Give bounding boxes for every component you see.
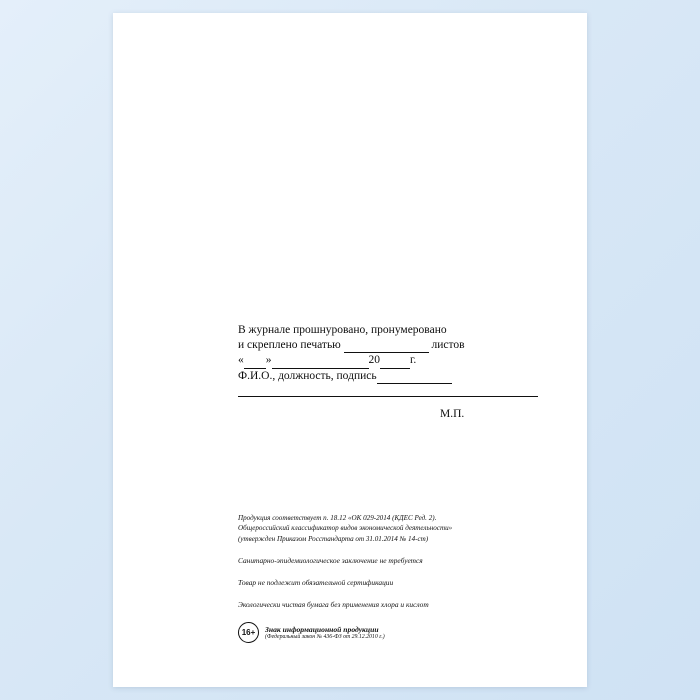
sanitary-note: Санитарно-эпидемиологическое заключение не требуется	[238, 556, 423, 566]
month-blank	[272, 357, 369, 369]
seal-line-2-text: и скреплено печатью	[238, 339, 341, 352]
seal-line-2-suffix: листов	[431, 339, 465, 352]
date-quote-close: »	[265, 354, 272, 367]
seal-line-3-date	[238, 353, 543, 368]
age-rating-row	[238, 622, 558, 643]
year-prefix: 20	[368, 354, 380, 367]
document-page	[113, 13, 587, 687]
conformity-note	[238, 513, 558, 544]
year-suffix: г.	[410, 354, 417, 367]
age-rating-text	[265, 625, 385, 642]
day-blank	[244, 357, 266, 369]
conformity-line-1: Продукция соответствует п. 18.12 «ОК 029-2014 (КДЕС Ред. 2).	[238, 514, 437, 522]
signature-blank	[377, 372, 452, 384]
seal-line-1	[238, 323, 543, 338]
age-rating-badge-icon: 16+	[238, 622, 259, 643]
signature-label: Ф.И.О., должность, подпись	[238, 369, 377, 382]
year-blank	[380, 357, 410, 369]
seal-line-1-text: В журнале прошнуровано, пронумеровано	[238, 324, 447, 336]
seal-line-2	[238, 338, 543, 353]
age-rating-title: Знак информационной продукции	[265, 624, 379, 634]
stamp-place-label: М.П.	[440, 408, 465, 420]
conformity-line-3: (утвержден Приказом Росстандарта от 31.01.2014 № 14-ст)	[238, 534, 429, 543]
date-quote-open: «	[238, 354, 244, 367]
age-rating-law: (Федеральный закон № 436-ФЗ от 29.12.2010 г.)	[265, 634, 385, 641]
certification-note: Товар не подлежит обязательной сертификации	[238, 578, 394, 588]
seal-certification-block	[238, 323, 543, 397]
signature-blank-long	[238, 385, 538, 397]
footer-notes	[238, 513, 558, 643]
conformity-line-2: Общероссийский классификатор видов экономической деятельности»	[238, 524, 453, 533]
seal-line-4-signature	[238, 369, 543, 384]
paper-note: Экологически чистая бумага без применения хлора и кислот	[238, 600, 429, 610]
sheet-count-blank	[344, 341, 429, 353]
